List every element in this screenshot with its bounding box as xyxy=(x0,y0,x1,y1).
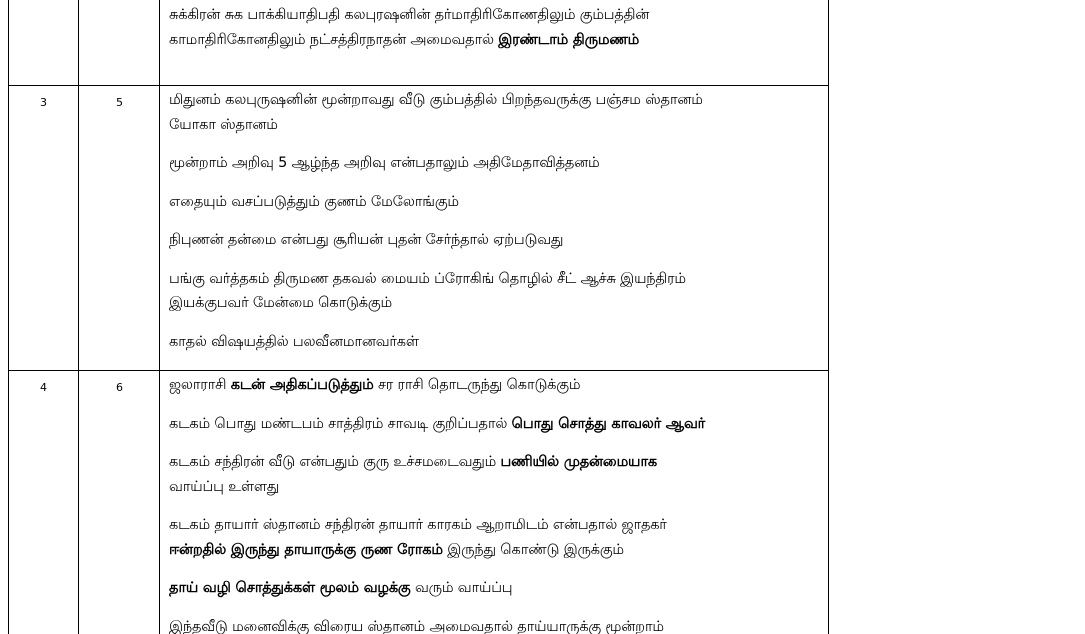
text-run: காதல் விஷயத்தில் பலவீனமானவர்கள் xyxy=(169,333,419,350)
paragraph xyxy=(169,330,824,355)
text-run: சுக்கிரன் சுக பாக்கியாதிபதி கலபுரஷனின் தர்மாதிரிகோணதிலும் கும்பத்தின் xyxy=(169,7,650,23)
house-number: 6 xyxy=(116,381,123,394)
bold-text: கடன் அதிகப்படுத்தும் xyxy=(230,377,374,393)
row-number-cell xyxy=(9,86,79,371)
paragraph xyxy=(169,450,824,499)
table-row xyxy=(9,86,829,371)
bold-text: ஈன்றதில் இருந்து தாயாருக்கு ருண ரோகம் xyxy=(169,541,443,558)
table-row xyxy=(9,371,829,634)
text-run: வாய்ப்பு உள்ளது xyxy=(169,478,280,495)
description-cell xyxy=(160,86,829,371)
text-run: இருந்து கொண்டு இருக்கும் xyxy=(442,541,624,558)
description-cell xyxy=(160,371,829,634)
table-row xyxy=(9,0,829,86)
text-run: மிதுனம் கலபுருஷனின் மூன்றாவது வீடு கும்பத்தில் பிறந்தவருக்கு பஞ்சம ஸ்தானம் xyxy=(169,92,703,108)
paragraph xyxy=(169,267,824,316)
paragraph xyxy=(169,412,824,437)
paragraph xyxy=(169,190,824,215)
table-body xyxy=(9,0,829,634)
text-run: கடகம் பொது மண்டபம் சாத்திரம் சாவடி குறிப்பதால் xyxy=(169,415,512,432)
paragraph xyxy=(169,88,824,137)
house-number-cell xyxy=(79,371,160,634)
paragraph xyxy=(169,615,824,634)
text-run: வரும் வாய்ப்பு xyxy=(410,580,513,596)
text-run: மூன்றாம் அறிவு 5 ஆழ்ந்த அறிவு என்பதாலும் அதிமேதாவித்தனம் xyxy=(169,155,600,171)
row-number-cell xyxy=(9,371,79,634)
bold-text: இரண்டாம் திருமணம் xyxy=(498,31,640,48)
house-number-cell xyxy=(79,0,160,86)
row-number: 3 xyxy=(40,96,47,109)
text-run: இந்தவீடு மனைவிக்கு விரைய ஸ்தானம் அமைவதால் தாய்யாருக்கு மூன்றாம் xyxy=(169,618,664,634)
astrology-table xyxy=(8,0,829,634)
bold-text: பணியில் முதன்மையாக xyxy=(500,454,657,470)
paragraph xyxy=(169,228,824,253)
house-number-cell xyxy=(79,86,160,371)
text-run: பங்கு வர்த்தகம் திருமண தகவல் மையம் ப்ரோகிங் தொழில் சீட் ஆச்சு இயந்திரம் xyxy=(169,270,686,287)
text-run: கடகம் சந்திரன் வீடு என்பதும் குரு உச்சமடைவதும் xyxy=(169,454,501,470)
text-run: காமாதிரிகோனதிலும் நட்சத்திரநாதன் அமைவதால் xyxy=(169,31,499,48)
bold-text: தாய் வழி சொத்துக்கள் மூலம் வழக்கு xyxy=(169,580,411,596)
description-cell xyxy=(160,0,829,86)
text-run: நிபுணன் தன்மை என்பது சூரியன் புதன் சேர்ந்தால் ஏற்படுவது xyxy=(169,232,564,248)
paragraph xyxy=(169,373,824,398)
paragraph xyxy=(169,151,824,176)
house-number: 5 xyxy=(116,96,123,109)
text-run: யோகா ஸ்தானம் xyxy=(169,116,278,133)
paragraph xyxy=(169,513,824,562)
row-number: 4 xyxy=(40,381,47,394)
text-run: ஜலாராசி xyxy=(169,377,231,393)
text-run: எதையும் வசப்படுத்தும் குணம் மேலோங்கும் xyxy=(169,193,459,210)
text-run: கடகம் தாயார் ஸ்தானம் சந்திரன் தாயார் காரகம் ஆறாமிடம் என்பதால் ஜாதகர் xyxy=(169,517,667,533)
text-run: இயக்குபவர் மேன்மை கொடுக்கும் xyxy=(169,295,392,311)
row-number-cell xyxy=(9,0,79,86)
text-run: சர ராசி தொடருந்து கொடுக்கும் xyxy=(373,377,581,393)
bold-text: பொது சொத்து காவலர் ஆவர் xyxy=(511,415,706,432)
paragraph xyxy=(169,576,824,601)
paragraph xyxy=(169,3,824,52)
